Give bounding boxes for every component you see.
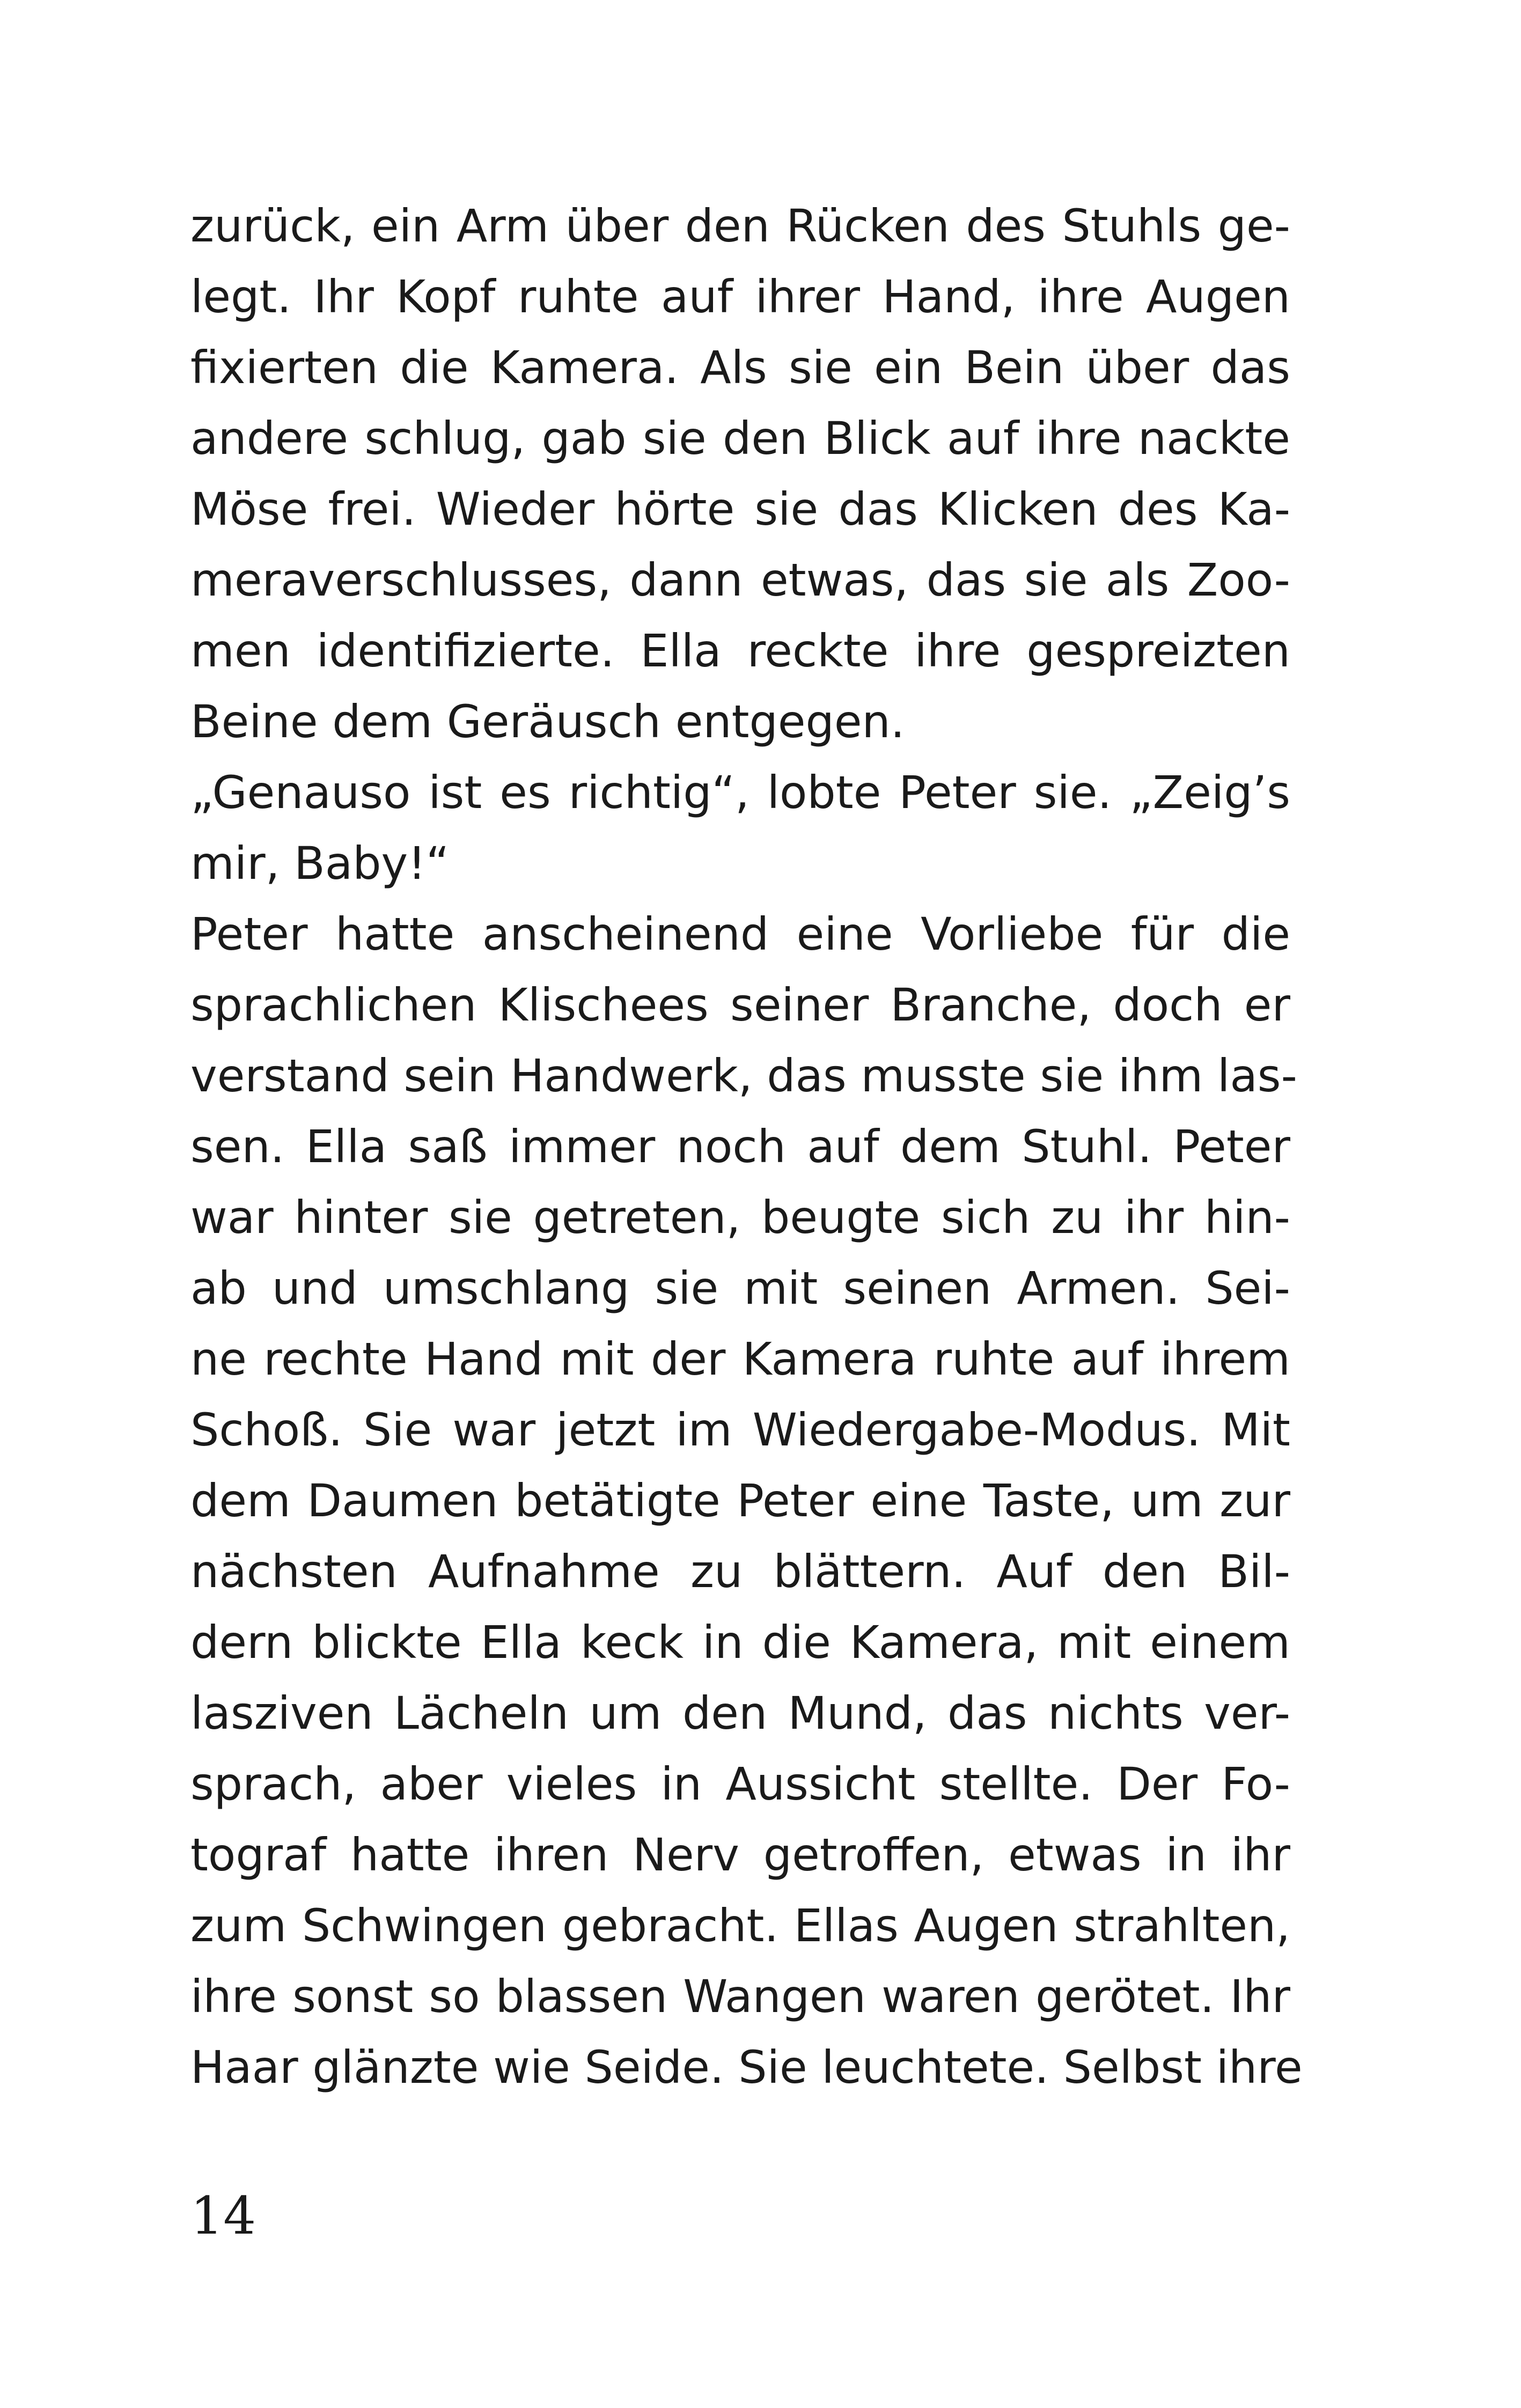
text-line: „Genauso ist es richtig“, lobte Peter sie. „Zeig’s xyxy=(190,766,1290,819)
text-line: Möse frei. Wieder hörte sie das Klicken des Ka- xyxy=(190,483,1290,535)
text-line: ne rechte Hand mit der Kamera ruhte auf ihrem xyxy=(190,1333,1290,1385)
page-number: 14 xyxy=(190,2186,256,2246)
text-line: mir, Baby!“ xyxy=(190,837,450,890)
text-line: sprach, aber vieles in Aussicht stellte. Der Fo- xyxy=(190,1758,1290,1810)
text-line: tograf hatte ihren Nerv getroffen, etwas in ihr xyxy=(190,1829,1290,1881)
text-line: lasziven Lächeln um den Mund, das nichts ver- xyxy=(190,1687,1290,1739)
text-line: ab und umschlang sie mit seinen Armen. Sei- xyxy=(190,1262,1290,1315)
text-line: verstand sein Handwerk, das musste sie ihm las- xyxy=(190,1049,1297,1102)
text-line: Schoß. Sie war jetzt im Wiedergabe-Modus. Mit xyxy=(190,1404,1290,1456)
text-line: war hinter sie getreten, beugte sich zu ihr hin- xyxy=(190,1191,1290,1244)
text-line: legt. Ihr Kopf ruhte auf ihrer Hand, ihre Augen xyxy=(190,270,1290,323)
text-line: meraverschlusses, dann etwas, das sie als Zoo- xyxy=(190,554,1290,606)
text-line: nächsten Aufnahme zu blättern. Auf den Bil- xyxy=(190,1545,1290,1598)
text-line: zum Schwingen gebracht. Ellas Augen strahlten, xyxy=(190,1899,1290,1952)
text-line: fixierten die Kamera. Als sie ein Bein über das xyxy=(190,341,1290,394)
text-line: Beine dem Geräusch entgegen. xyxy=(190,695,905,748)
body-text xyxy=(190,190,1303,2103)
text-line: andere schlug, gab sie den Blick auf ihre nackte xyxy=(190,412,1290,465)
text-line: sprachlichen Klischees seiner Branche, doch er xyxy=(190,979,1290,1031)
text-line: dern blickte Ella keck in die Kamera, mit einem xyxy=(190,1616,1290,1669)
text-line: zurück, ein Arm über den Rücken des Stuhls ge- xyxy=(190,200,1290,252)
text-line: Peter hatte anscheinend eine Vorliebe für die xyxy=(190,908,1290,960)
text-line: men identifizierte. Ella reckte ihre gespreizten xyxy=(190,625,1290,677)
text-line: dem Daumen betätigte Peter eine Taste, um zur xyxy=(190,1474,1290,1527)
text-line: Haar glänzte wie Seide. Sie leuchtete. Selbst ihre xyxy=(190,2041,1303,2094)
text-line: sen. Ella saß immer noch auf dem Stuhl. Peter xyxy=(190,1120,1290,1173)
text-line: ihre sonst so blassen Wangen waren gerötet. Ihr xyxy=(190,1970,1290,2023)
